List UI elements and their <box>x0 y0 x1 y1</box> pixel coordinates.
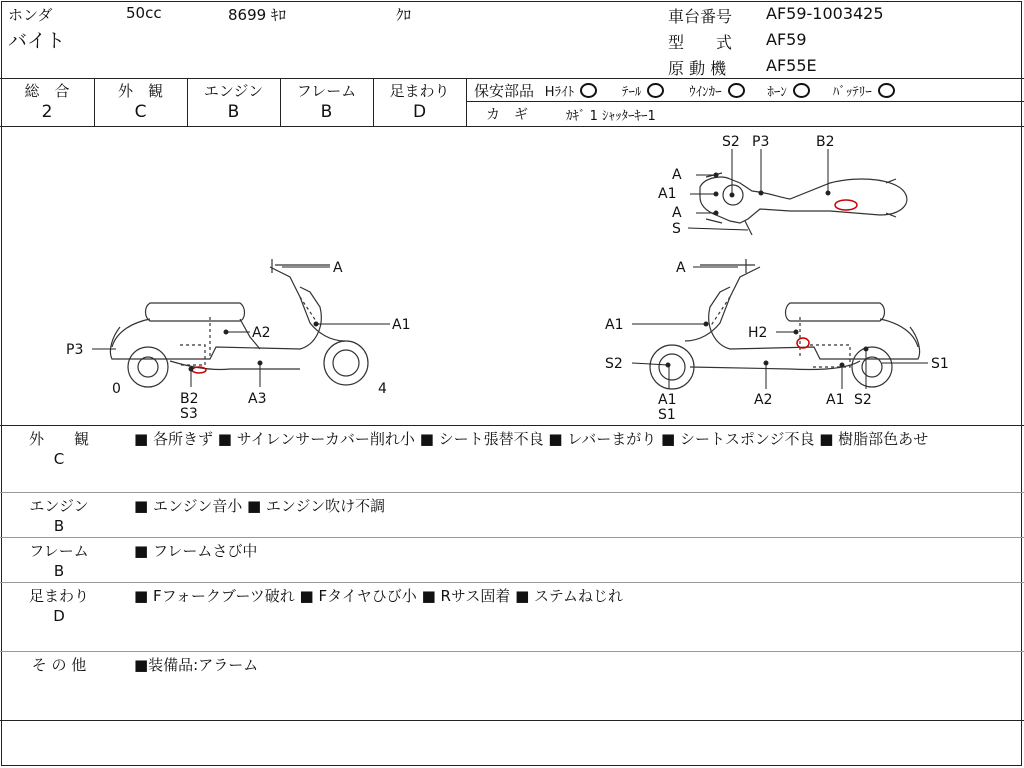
label: 0 <box>112 381 121 397</box>
type-value: AF59 <box>766 30 807 49</box>
ok-circle-icon <box>647 83 664 98</box>
engine-section <box>0 493 1024 538</box>
section-label: エンジン <box>29 497 89 515</box>
safety-item-battery: ﾊﾞｯﾃﾘｰ <box>833 85 895 100</box>
label: S <box>672 221 681 237</box>
damage-mark <box>797 338 809 348</box>
type-label: 型 式 <box>668 33 733 52</box>
color: ｸﾛ <box>396 6 412 24</box>
section-grade: D <box>53 607 65 625</box>
displacement: 50cc <box>126 4 162 22</box>
exterior-section <box>0 426 1024 493</box>
suspension-section <box>0 583 1024 652</box>
section-text: ■ フレームさび中 <box>134 542 258 560</box>
section-text: ■ 各所きず ■ サイレンサーカバー削れ小 ■ シート張替不良 ■ レバーまがり ■ シートスポンジ不良 ■ 樹脂部色あせ <box>134 430 929 448</box>
section-grade: B <box>53 517 65 535</box>
frame-section <box>0 538 1024 583</box>
section-label: フレーム <box>29 542 89 560</box>
engine-model-value: AF55E <box>766 56 817 75</box>
label: A1 <box>392 317 411 333</box>
safety-item-tail: ﾃｰﾙ <box>622 85 665 100</box>
label: S2 <box>854 392 872 408</box>
safety-parts <box>474 80 895 101</box>
safety-item-winker: ｳｲﾝｶｰ <box>689 85 745 100</box>
scooter-left-view <box>110 259 368 387</box>
section-grade: C <box>53 450 65 468</box>
frame-no-label: 車台番号 <box>668 7 733 26</box>
frame-label: フレーム <box>296 82 357 100</box>
section-grade: B <box>53 562 65 580</box>
mileage: 8699 ｷﾛ <box>228 6 286 24</box>
section-label: 外 観 <box>28 430 89 448</box>
label: 4 <box>378 381 387 397</box>
model-name: バイト <box>8 30 66 52</box>
label: A1 <box>658 392 677 408</box>
label: S1 <box>658 407 676 423</box>
section-text: ■ Fフォークブーツ破れ ■ Fタイヤひび小 ■ Rサス固着 ■ ステムねじれ <box>134 587 623 605</box>
maker: ホンダ <box>8 6 53 24</box>
label: A2 <box>754 392 773 408</box>
frame-grade: B <box>320 102 333 122</box>
engine-model-label: 原 動 機 <box>668 59 727 78</box>
section-text: ■装備品:アラーム <box>134 656 259 674</box>
safety-item-headlight: Hﾗｲﾄ <box>545 85 597 100</box>
scooter-top-view <box>700 173 907 235</box>
label: S1 <box>931 356 949 372</box>
ok-circle-icon <box>878 83 895 98</box>
damage-mark <box>835 200 857 210</box>
engine-grade: B <box>227 102 240 122</box>
label: B2 <box>180 391 199 407</box>
overall-label: 総 合 <box>24 82 70 100</box>
label: S2 <box>722 134 740 150</box>
label: P3 <box>66 342 84 358</box>
label: A <box>672 205 682 221</box>
damage-diagram <box>0 127 1024 426</box>
label: A <box>672 167 682 183</box>
section-label: そ の 他 <box>31 656 87 674</box>
suspension-grade: D <box>412 102 427 122</box>
label: A <box>333 260 343 276</box>
label: A1 <box>605 317 624 333</box>
safety-label: 保安部品 <box>474 82 535 100</box>
label: B2 <box>816 134 835 150</box>
label: A <box>676 260 686 276</box>
overall-grade: 2 <box>41 102 53 122</box>
label: H2 <box>748 325 768 341</box>
label: A1 <box>658 186 677 202</box>
diagram-labels <box>66 134 949 423</box>
exterior-label: 外 観 <box>117 82 163 100</box>
ok-circle-icon <box>728 83 745 98</box>
safety-item-horn: ﾎｰﾝ <box>767 85 810 100</box>
section-text: ■ エンジン音小 ■ エンジン吹け不調 <box>134 497 386 515</box>
section-label: 足まわり <box>28 587 89 605</box>
scooter-diagram-svg <box>0 127 1024 425</box>
key-label: カ ギ <box>486 107 528 123</box>
key-value: ｶｷﾞ 1 ｼｬｯﾀｰｷｰ1 <box>566 109 656 124</box>
ok-circle-icon <box>793 83 810 98</box>
frame-no: AF59-1003425 <box>766 4 884 23</box>
grade-row <box>0 78 1024 127</box>
label: S3 <box>180 406 198 422</box>
vehicle-header <box>0 0 1024 79</box>
label: A3 <box>248 391 267 407</box>
other-section <box>0 652 1024 721</box>
ok-circle-icon <box>580 83 597 98</box>
label: A1 <box>826 392 845 408</box>
label: A2 <box>252 325 271 341</box>
exterior-grade: C <box>134 102 147 122</box>
engine-label: エンジン <box>203 82 264 100</box>
suspension-label: 足まわり <box>389 82 450 100</box>
label: P3 <box>752 134 770 150</box>
label: S2 <box>605 356 623 372</box>
